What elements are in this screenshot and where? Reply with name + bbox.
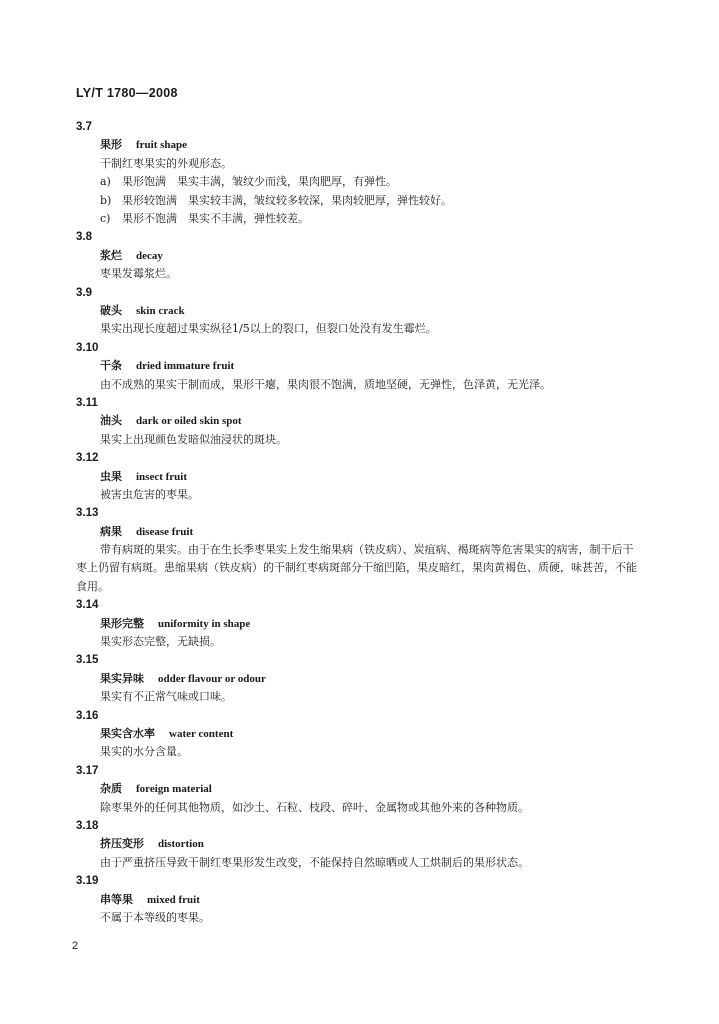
term-definition: 果实出现长度超过果实纵径1/5以上的裂口，但裂口处没有发生霉烂。: [100, 322, 437, 336]
term-number: 3.17: [76, 764, 99, 777]
term-heading: [0, 615, 719, 633]
term-english: disease fruit: [136, 525, 194, 538]
term-number: 3.13: [76, 507, 99, 520]
term-chinese: 浆烂: [100, 248, 122, 262]
term-number: 3.7: [76, 121, 92, 133]
list-item-text: 果形饱满 果实丰满，皱纹少而浅，果肉肥厚，有弹性。: [122, 175, 397, 189]
term-definition: 果实上出现颜色发暗似油浸状的斑块。: [100, 432, 287, 446]
term-chinese: 果形完整: [100, 616, 144, 630]
term-definition: 枣果发霉浆烂。: [100, 267, 177, 281]
term-number: 3.11: [76, 396, 98, 409]
term-definition: 由不成熟的果实干制而成，果形干瘪，果肉很不饱满，质地坚硬，无弹性，色泽黄，无光泽。: [100, 377, 551, 391]
term-entry: [0, 707, 719, 762]
term-chinese: 油头: [100, 414, 122, 428]
term-chinese: 果实异味: [100, 671, 144, 685]
list-item-text: 果形较饱满 果实较丰满，皱纹较多较深，果肉较肥厚，弹性较好。: [122, 193, 452, 207]
term-entry: [0, 394, 719, 449]
term-entry: [0, 872, 719, 927]
term-entry: [0, 651, 719, 706]
term-entry: [0, 449, 719, 504]
term-heading: [0, 835, 719, 853]
list-item-marker: c): [100, 211, 111, 225]
term-chinese: 果实含水率: [100, 727, 155, 741]
term-definition: 带有病斑的果实。由于在生长季枣果实上发生缩果病（铁皮病）、炭疽病、褐斑病等危害果实的病害，制干后干枣上仍留有病斑。患缩果病（铁皮病）的干制红枣病斑部分干缩凹陷，果皮暗红，果肉黄褐色、质硬，味甚苦，不能食用。: [76, 543, 637, 593]
term-english: insect fruit: [136, 470, 188, 483]
term-english: decay: [136, 249, 163, 262]
term-entry: [0, 228, 719, 283]
term-entry: [0, 284, 719, 339]
standard-code-header: LY/T 1780—2008: [76, 86, 178, 100]
term-chinese: 杂质: [100, 782, 122, 796]
term-heading: [0, 523, 719, 541]
term-number: 3.12: [76, 452, 99, 465]
term-chinese: 虫果: [100, 469, 122, 483]
term-definition: 由于严重挤压导致干制红枣果形发生改变，不能保持自然晾晒或人工烘制后的果形状态。: [100, 855, 529, 869]
term-chinese: 挤压变形: [100, 837, 144, 851]
term-heading: [0, 891, 719, 909]
term-english: dried immature fruit: [136, 360, 235, 373]
term-definition: 果实有不正常气味或口味。: [100, 690, 232, 704]
terms-section: [0, 118, 719, 927]
term-number: 3.18: [76, 820, 99, 833]
term-heading: [0, 725, 719, 743]
term-entry: [0, 817, 719, 872]
term-number: 3.9: [76, 286, 92, 299]
term-english: distortion: [158, 838, 204, 851]
term-heading: [0, 670, 719, 688]
term-definition: 干制红枣果实的外观形态。: [100, 156, 232, 170]
term-heading: [0, 780, 719, 798]
term-english: odder flavour or odour: [158, 672, 266, 685]
list-item-marker: a): [100, 175, 111, 189]
term-number: 3.8: [76, 231, 92, 244]
term-chinese: 病果: [100, 524, 122, 538]
term-english: dark or oiled skin spot: [136, 415, 242, 428]
term-definition: 不属于本等级的枣果。: [100, 911, 210, 925]
term-entry: [0, 762, 719, 817]
term-heading: [0, 357, 719, 375]
list-item-text: 果形不饱满 果实不丰满，弹性较差。: [122, 211, 309, 225]
page-number: 2: [72, 940, 79, 952]
list-item-marker: b): [100, 193, 112, 207]
term-definition: 果实形态完整，无缺损。: [100, 635, 221, 649]
term-chinese: 果形: [100, 138, 122, 152]
term-number: 3.15: [76, 654, 99, 667]
term-chinese: 串等果: [100, 892, 133, 906]
definition-list-item: [0, 192, 719, 210]
term-definition: 除枣果外的任何其他物质，如沙土、石粒、枝段、碎叶、金属物或其他外来的各种物质。: [100, 800, 529, 814]
definition-list-item: [0, 210, 719, 228]
term-definition: 果实的水分含量。: [100, 745, 188, 759]
term-chinese: 干条: [100, 359, 122, 373]
term-entry: [0, 504, 719, 596]
term-english: mixed fruit: [147, 893, 200, 906]
term-number: 3.16: [76, 709, 99, 722]
term-heading: [0, 412, 719, 430]
term-number: 3.10: [76, 341, 99, 354]
term-entry: [0, 118, 719, 228]
term-number: 3.14: [76, 599, 99, 612]
term-english: fruit shape: [136, 139, 188, 152]
term-english: skin crack: [136, 304, 185, 317]
term-heading: [0, 302, 719, 320]
term-definition: 被害虫危害的枣果。: [100, 487, 199, 501]
term-entry: [0, 339, 719, 394]
term-heading: [0, 136, 719, 154]
term-chinese: 破头: [100, 303, 122, 317]
term-number: 3.19: [76, 875, 99, 888]
definition-list-item: [0, 173, 719, 191]
term-english: foreign material: [136, 783, 212, 796]
term-heading: [0, 247, 719, 265]
term-entry: [0, 596, 719, 651]
term-english: uniformity in shape: [158, 617, 251, 630]
term-english: water content: [169, 728, 234, 741]
term-heading: [0, 468, 719, 486]
